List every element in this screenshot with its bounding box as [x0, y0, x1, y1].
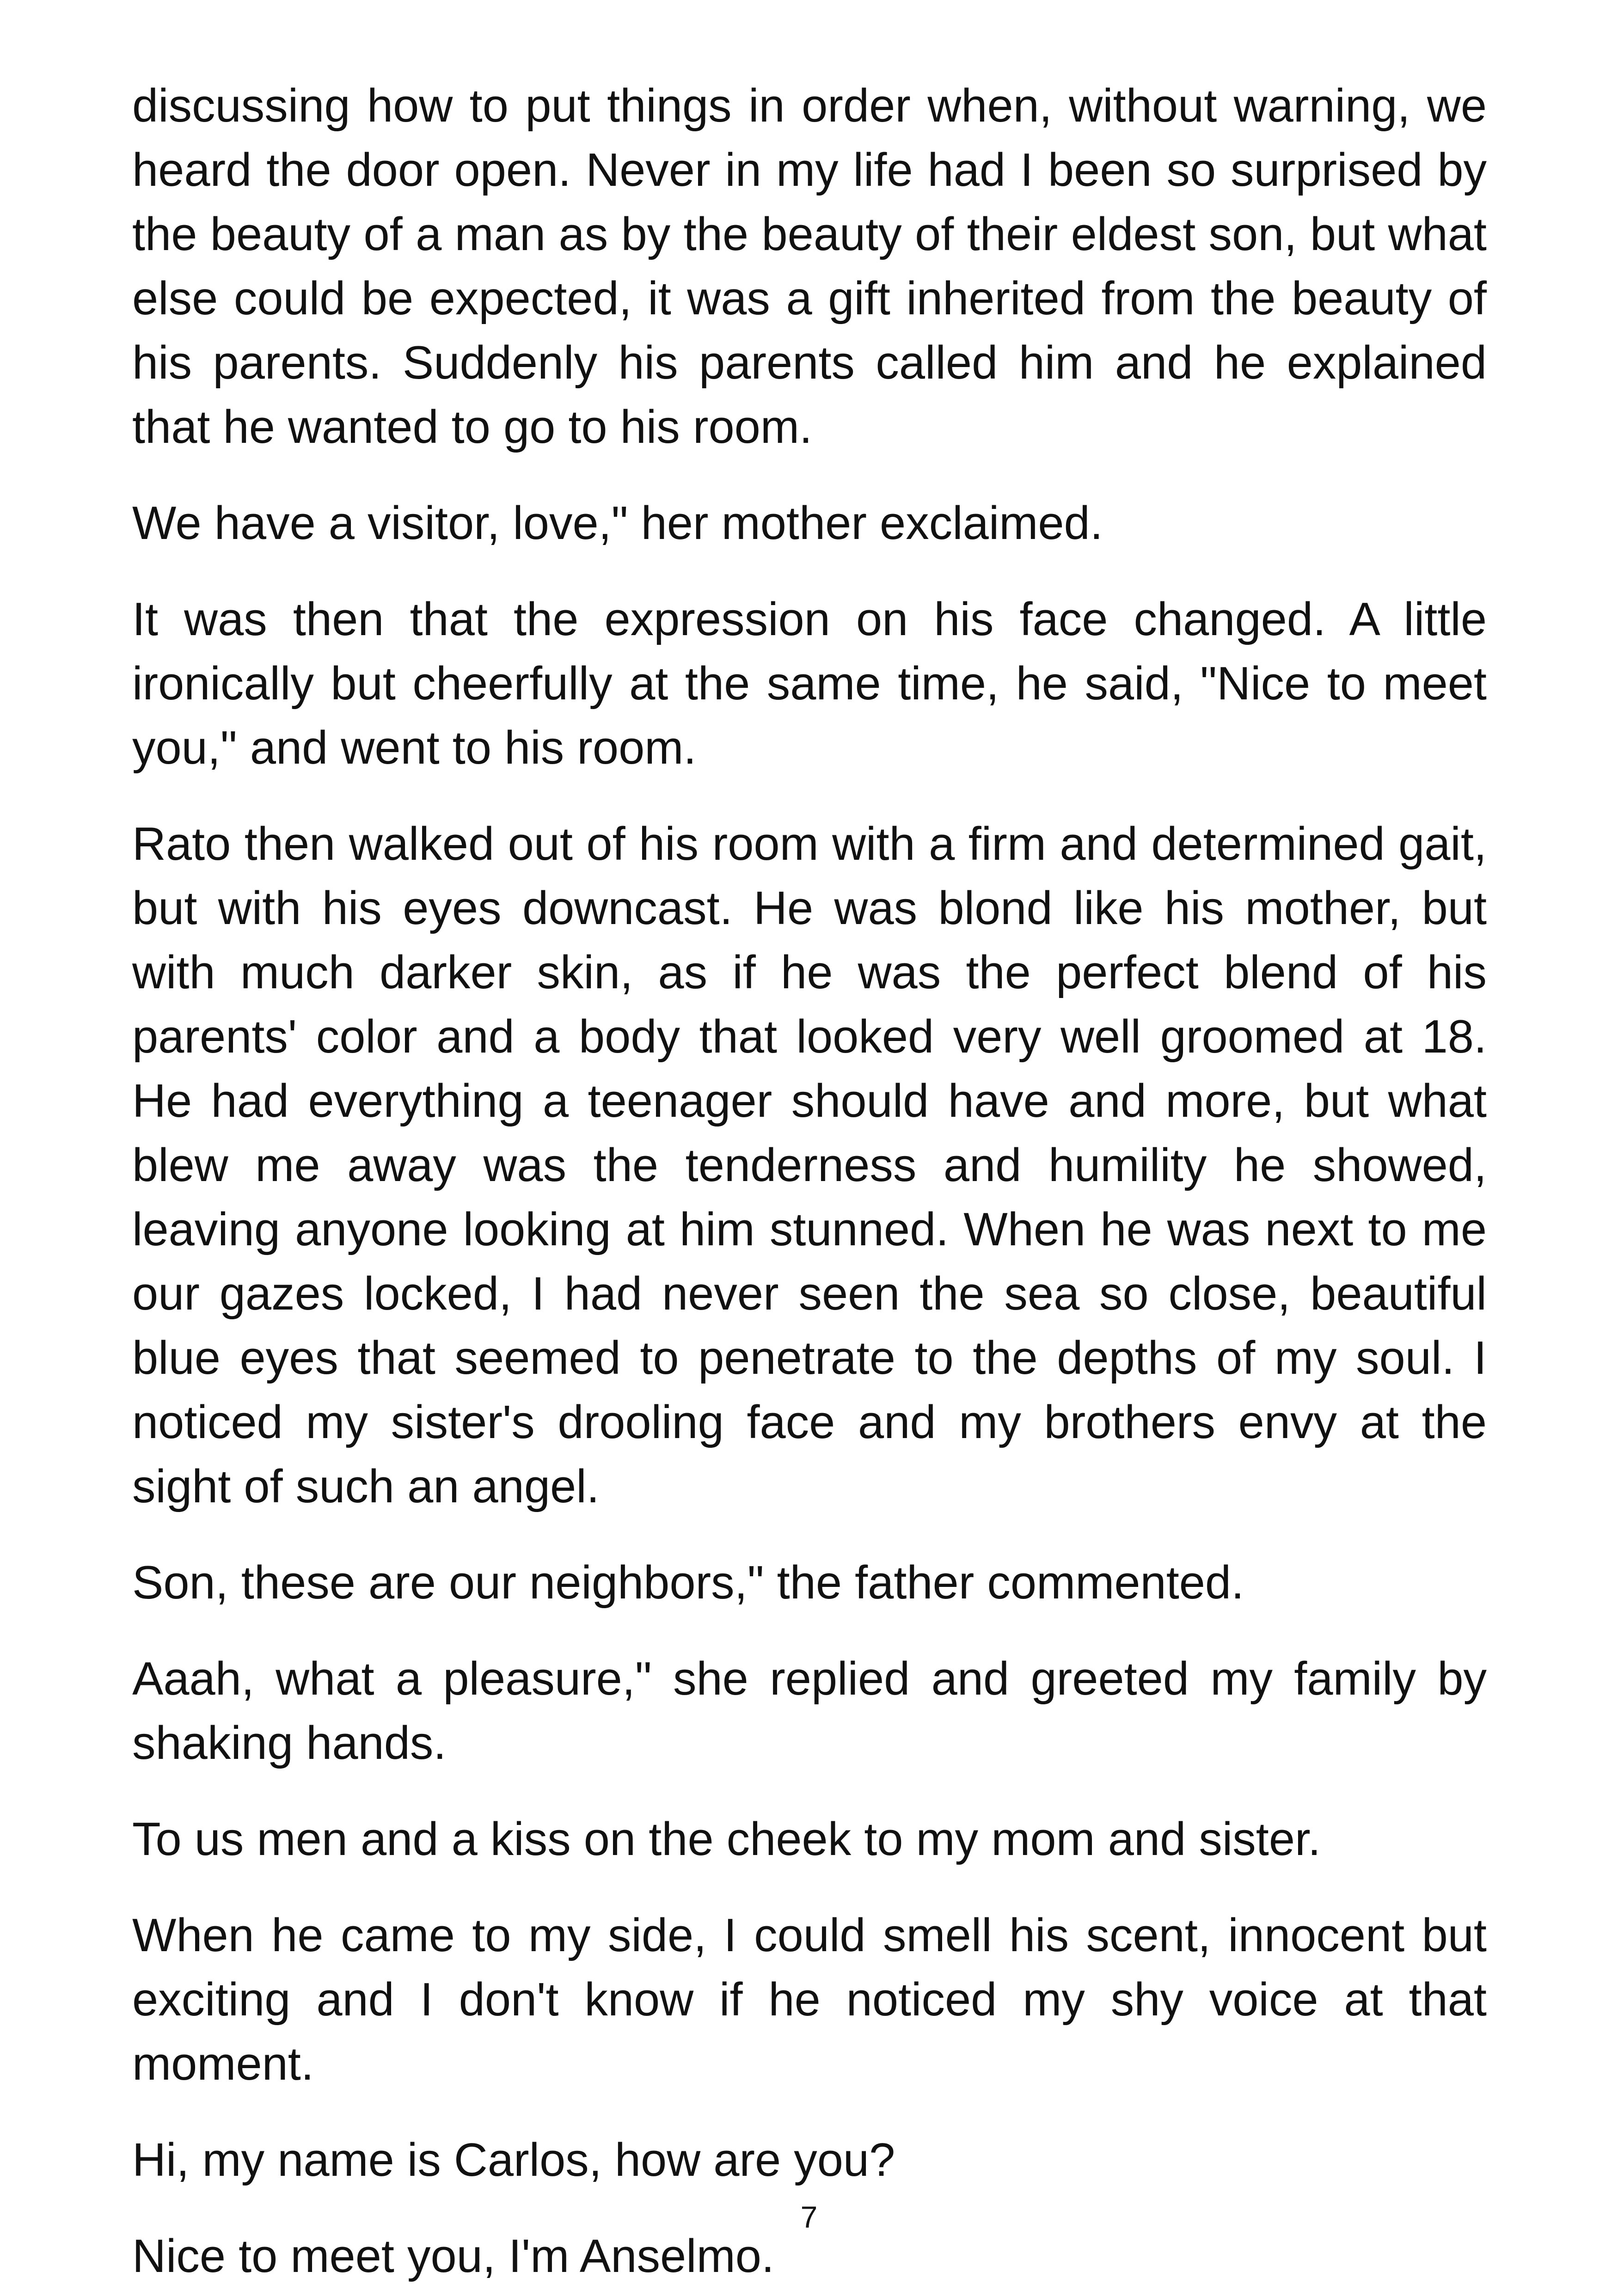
paragraph: Rato then walked out of his room with a firm and determined gait, but with his eyes downcast. He was blond like his mother, but with much darker skin, as if he was the perfect blend of his parents' color and a body that looked very well groomed at 18. He had everything a teenager should have and more, but what blew me away was the tenderness and humility he showed, leaving anyone looking at him stunned. When he was next to me our gazes locked, I had never seen the sea so close, beautiful blue eyes that seemed to penetrate to the depths of my soul. I noticed my sister's drooling face and my brothers envy at the sight of such an angel. — [132, 818, 1487, 1512]
body-text — [132, 74, 1487, 2289]
page-number: 7 — [800, 2200, 818, 2234]
paragraph: discussing how to put things in order when, without warning, we heard the door open. Never in my life had I been so surprised by the beauty of a man as by the beauty of their eldest son, but what else could be expected, it was a gift inherited from the beauty of his parents. Suddenly his parents called him and he explained that he wanted to go to his room. — [132, 80, 1487, 453]
paragraph: When he came to my side, I could smell his scent, innocent but exciting and I don't know if he noticed my shy voice at that moment. — [132, 1910, 1487, 2090]
paragraph: Son, these are our neighbors," the father commented. — [132, 1557, 1244, 1609]
paragraph: Hi, my name is Carlos, how are you? — [132, 2134, 895, 2186]
paragraph: Nice to meet you, I'm Anselmo. — [132, 2230, 774, 2282]
paragraph: It was then that the expression on his face changed. A little ironically but cheerfully at the same time, he said, "Nice to meet you," and went to his room. — [132, 594, 1487, 774]
paragraph: To us men and a kiss on the cheek to my mom and sister. — [132, 1813, 1321, 1865]
paragraph: Aaah, what a pleasure," she replied and greeted my family by shaking hands. — [132, 1653, 1487, 1769]
paragraph: We have a visitor, love," her mother exclaimed. — [132, 497, 1103, 549]
